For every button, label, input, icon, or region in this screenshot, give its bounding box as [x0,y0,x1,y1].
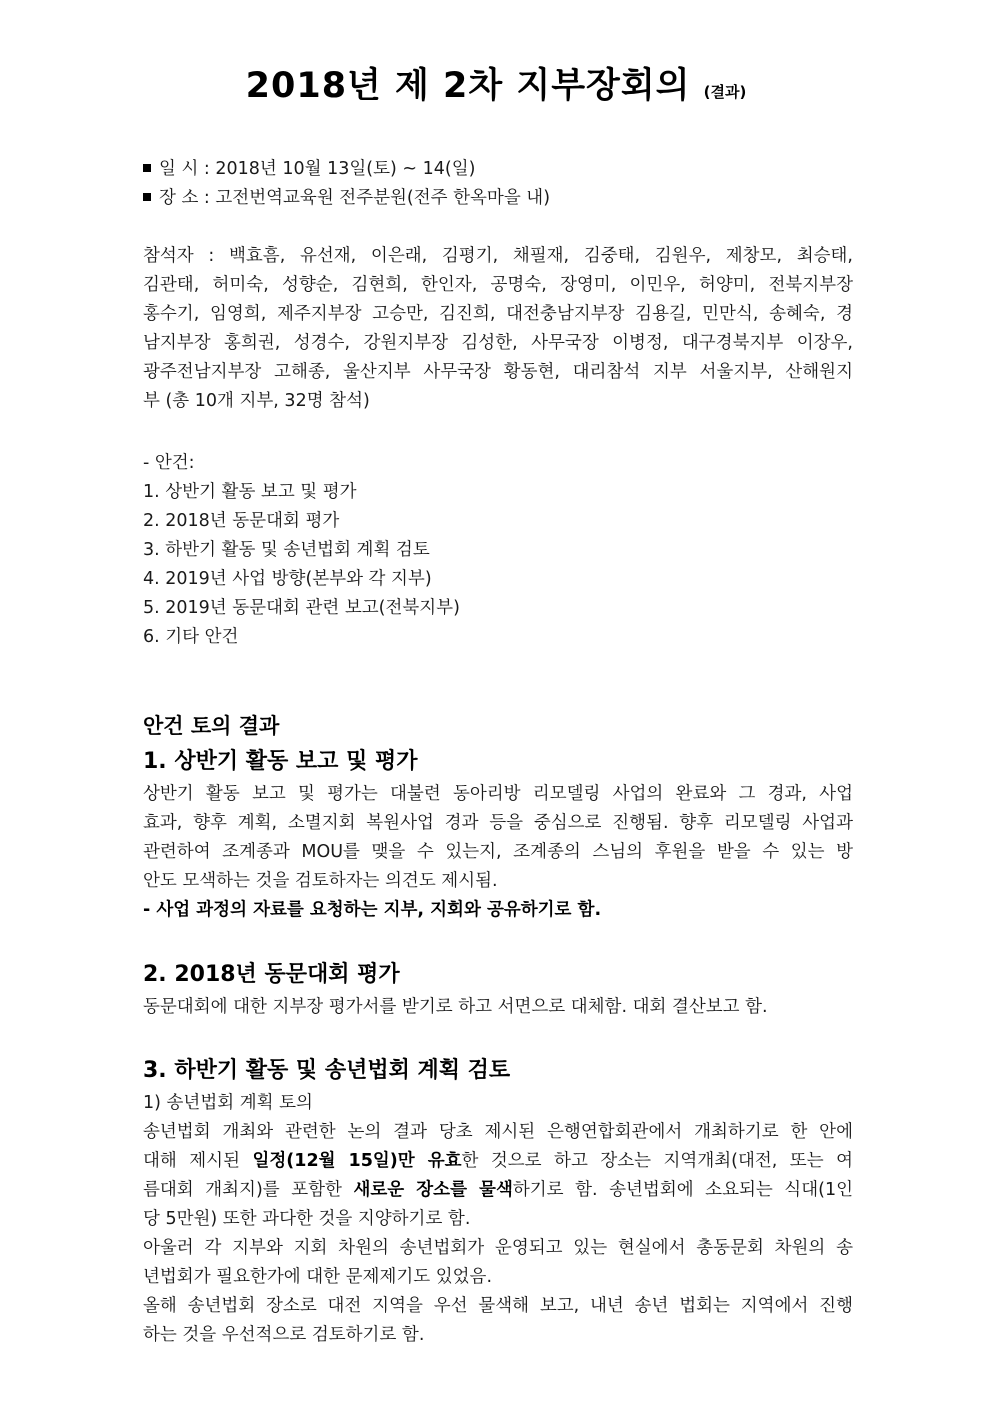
section1-line: 상반기 활동 보고 및 평가는 대불련 동아리방 리모델링 사업의 완료와 그 경과, 사업 [143,784,853,804]
section2-heading: 2. 2018년 동문대회 평가 [143,962,400,987]
title-main: 2018년 제 2차 지부장회의 [245,66,691,106]
attendees-line: 김관태, 허미숙, 성향순, 김현희, 한인자, 공명숙, 장영미, 이민우, 허양미, 전북지부장 [143,275,853,295]
attendees-line: 참석자 : 백효흠, 유선재, 이은래, 김평기, 채필재, 김중태, 김원우, 제창모, 최승태, [143,246,853,266]
title-suffix: (결과) [703,83,747,101]
document-title [0,58,992,108]
emphasis-schedule: 일정(12월 15일)만 유효 [252,1151,462,1171]
attendees-line: 홍수기, 임영희, 제주지부장 고승만, 김진희, 대전충남지부장 김용길, 민만식, 송혜숙, 경 [143,304,853,324]
section3 [143,1053,853,1350]
section3-line: 송년법회 개최와 관련한 논의 결과 당초 제시된 은행연합회관에서 개최하기로 한 안에 [143,1122,853,1142]
section3-subheading: 1) 송년법회 계획 토의 [143,1093,313,1113]
section3-line: 름대회 개최지)를 포함한 새로운 장소를 물색하기로 함. 송년법회에 소요되는 식대(1인 [143,1180,853,1200]
attendees-line: 남지부장 홍희권, 성경수, 강원지부장 김성한, 사무국장 이병정, 대구경북지부 이장우, [143,333,853,353]
section3-line: 올해 송년법회 장소로 대전 지역을 우선 물색해 보고, 내년 송년 법회는 지역에서 진행 [143,1296,853,1316]
section3-line: 년법회가 필요한가에 대한 문제제기도 있었음. [143,1267,493,1287]
agenda-item: 2. 2018년 동문대회 평가 [143,511,340,531]
section1-line: 효과, 향후 계획, 소멸지회 복원사업 경과 등을 중심으로 진행됨. 향후 리모델링 사업과 [143,813,853,833]
meeting-info [143,155,853,213]
section3-line: 아울러 각 지부와 지회 차원의 송년법회가 운영되고 있는 현실에서 총동문회 차원의 송 [143,1238,853,1258]
square-bullet-icon [143,193,151,201]
section1-line: 안도 모색하는 것을 검토하자는 의견도 제시됨. [143,871,498,891]
agenda-item: 6. 기타 안건 [143,627,239,647]
section1-line: 관련하여 조계종과 MOU를 맺을 수 있는지, 조계종의 스님의 후원을 받을 수 있는 방 [143,842,853,862]
section1-heading: 1. 상반기 활동 보고 및 평가 [143,749,418,774]
attendees [143,242,853,416]
agenda-item: 5. 2019년 동문대회 관련 보고(전북지부) [143,598,460,618]
section3-line: 당 5만원) 또한 과다한 것을 지양하기로 함. [143,1209,471,1229]
section2-text: 동문대회에 대한 지부장 평가서를 받기로 하고 서면으로 대체함. 대회 결산보고 함. [143,997,768,1017]
agenda-item: 3. 하반기 활동 및 송년법회 계획 검토 [143,540,430,560]
square-bullet-icon [143,164,151,172]
agenda-item: 1. 상반기 활동 보고 및 평가 [143,482,357,502]
info-date: 일 시 : 2018년 10월 13일(토) ~ 14(일) [143,155,853,184]
section3-line: 대해 제시된 일정(12월 15일)만 유효한 것으로 하고 장소는 지역개최(대전, 또는 여 [143,1151,853,1171]
results-section [143,708,853,925]
attendees-line: 부 (총 10개 지부, 32명 참석) [143,391,370,411]
agenda-item: 4. 2019년 사업 방향(본부와 각 지부) [143,569,432,589]
info-place: 장 소 : 고전번역교육원 전주분원(전주 한옥마을 내) [143,184,853,213]
attendees-line: 광주전남지부장 고해종, 울산지부 사무국장 황동현, 대리참석 지부 서울지부, 산해원지 [143,362,853,382]
section2 [143,957,853,1022]
emphasis-new-venue: 새로운 장소를 물색 [353,1180,513,1200]
section3-heading: 3. 하반기 활동 및 송년법회 계획 검토 [143,1058,511,1083]
section3-line: 하는 것을 우선적으로 검토하기로 함. [143,1325,425,1345]
agenda-header: - 안건: [143,453,195,473]
section1-conclusion: - 사업 과정의 자료를 요청하는 지부, 지회와 공유하기로 함. [143,900,602,920]
agenda [143,449,853,652]
results-title: 안건 토의 결과 [143,714,280,738]
